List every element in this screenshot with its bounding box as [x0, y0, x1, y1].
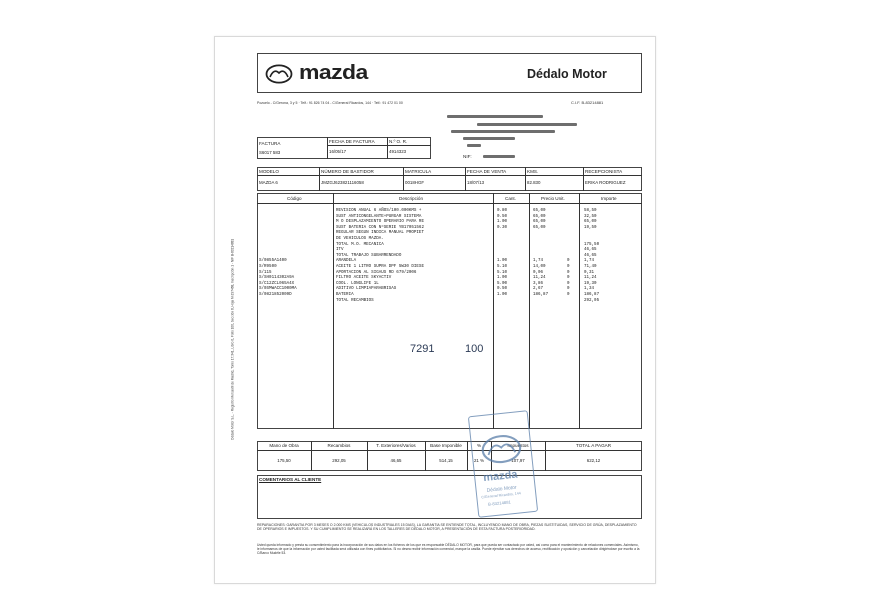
- row-cant: 0.80: [497, 209, 508, 213]
- row-importe: 1,74: [584, 259, 595, 264]
- recepcionista-value: ERIKA RODRIGUEZ: [585, 180, 626, 185]
- row-codigo: S/C12ZCL065A4X: [259, 281, 295, 286]
- totals-divider: [425, 441, 426, 471]
- handwritten-number: 100: [465, 343, 484, 355]
- fecha-factura-label: FECHA DE FACTURA: [329, 139, 375, 144]
- redacted-customer-line: [467, 144, 481, 147]
- row-descripcion: ARANDELA: [336, 259, 357, 264]
- row-descripcion: SUST ANTICONGELANTE+PURGAR SISTEMA: [336, 214, 422, 219]
- row-descripcion: ACEITE 1 LITRO SUPRA DPF 5W30 DIESE: [336, 265, 424, 269]
- stamp-line: B-83214881: [487, 499, 512, 507]
- row-importe: 19,30: [584, 281, 597, 286]
- factura-value: S6017 583: [259, 150, 281, 155]
- row-importe: 175,50: [584, 242, 600, 247]
- matricula-value: 0018HGF: [405, 180, 425, 185]
- row-descripcion: REGULAR SEGUN INDICA MANUAL PROPIET: [336, 231, 424, 236]
- row-dto: 0: [567, 270, 570, 275]
- handwritten-number: 7291: [410, 343, 435, 355]
- row-codigo: S/0SMWACC1000MA: [259, 287, 297, 292]
- row-importe: 186,87: [584, 293, 600, 297]
- row-importe: 46,65: [584, 253, 597, 258]
- totals-header: Mano de Obra: [269, 443, 299, 448]
- row-importe: 32,50: [584, 214, 597, 219]
- kms-value: 82.830: [527, 180, 541, 185]
- redacted-nif: [483, 155, 515, 158]
- row-descripcion: FILTRO ACEITE SKYACTIV: [336, 276, 392, 281]
- row-codigo: S/R9500: [259, 265, 277, 269]
- row-descripcion: DE VEHICULOS MAZDA.: [336, 237, 384, 241]
- row-importe: 292,05: [584, 298, 600, 303]
- row-descripcion: COOL. LONGLIFE 1L: [336, 281, 379, 286]
- mazda-emblem-icon: [479, 432, 524, 466]
- row-cant: 1.00: [497, 293, 508, 297]
- row-dto: 0: [567, 276, 570, 281]
- modelo-value: MAZDA 6: [259, 180, 278, 185]
- totals-divider: [467, 441, 468, 471]
- col-codigo-header: Código: [287, 196, 302, 201]
- kms-label: KMS.: [527, 169, 539, 174]
- row-cant: 5.00: [497, 281, 508, 286]
- row-codigo: S/0855A1400: [259, 259, 287, 264]
- dealer-stamp: [468, 410, 538, 518]
- mazda-emblem-icon: [265, 64, 293, 84]
- stamp-line: Dédalo Motor: [486, 484, 517, 494]
- dealer-cif: C.I.F. B-83214881: [571, 100, 604, 105]
- row-importe: 11,24: [584, 276, 597, 281]
- row-precio: 11,24: [533, 276, 546, 281]
- row-descripcion: ADITIVO LIMPIAPARABRISAS: [336, 287, 397, 292]
- totals-header: T. Exteriores/Varios: [376, 443, 416, 448]
- row-dto: 0: [567, 287, 570, 292]
- totals-header: Base Imponible: [430, 443, 462, 448]
- totals-divider: [545, 441, 546, 471]
- row-descripcion: APORTACION AL SIGAUS RD 679/2006: [336, 270, 417, 275]
- col-cant-header: Cant.: [505, 196, 516, 201]
- row-cant: 1.00: [497, 220, 508, 225]
- registry-side-text: Dédalo Motor S.L. - Registro Mercantil de Madrid, Tomo 17.341, Libro 0, Folio 100, Sección 8, Hoja M-297468, Inscripción 1 - NIF B-83214881: [230, 238, 235, 440]
- row-importe: 1,34: [584, 287, 595, 292]
- fecha-venta-value: 18/07/13: [467, 180, 485, 185]
- row-precio: 186,87: [533, 293, 549, 297]
- row-importe: 0,31: [584, 270, 595, 275]
- row-precio: 65,00: [533, 214, 546, 219]
- comments-label: COMENTARIOS AL CLIENTE: [259, 477, 322, 482]
- row-precio: 14,00: [533, 265, 546, 269]
- col-precio-header: Precio Unit.: [541, 196, 565, 201]
- totals-value: 46,65: [390, 458, 402, 463]
- totals-value: 292,05: [332, 458, 346, 463]
- recepcionista-label: RECEPCIONISTA: [585, 169, 623, 174]
- row-precio: 65,00: [533, 225, 546, 230]
- totals-value: 175,50: [277, 458, 291, 463]
- fecha-factura-value: 16/05/17: [329, 149, 347, 154]
- row-cant: 1.00: [497, 276, 508, 281]
- row-importe: 46,65: [584, 248, 597, 253]
- dealer-name: Dédalo Motor: [527, 67, 607, 81]
- dealer-address: Pozuelo - C/Gerona, 3 y 5 · Telf.: 91 826 74 04 - C/General Ricardos, 144 · Telf.: 91 472 01 00: [257, 101, 403, 105]
- totals-header: Recambios: [327, 443, 351, 448]
- warranty-text: REPARACIONES: GARANTIA POR 3 MESES O 2.000 KMS (VEHICULOS INDUSTRIALES 15 DIAS). LA GARANTIA SE ENTIENDE TOTAL, INCLUYENDO MANO DE OBRA, PIEZAS SUSTITUIDAS, SERVICIO DE GRÚA, DESPLAZAMIENTO DE OPERARIOS E IMPUESTOS. Y SU CUMPLIMIENTO SE REALIZARÁ EN LOS TALLERES DE DÉDALO MOTOR, A PRESENTACIÓN DE ESTA FACTURA POSTERIORIDAD.: [257, 523, 637, 532]
- row-descripcion: TOTAL M.O. MECANICA: [336, 242, 384, 247]
- totals-header: %: [476, 443, 482, 448]
- modelo-label: MODELO: [259, 169, 279, 174]
- stamp-line: C/General Ricardos, 144: [481, 491, 521, 500]
- row-dto: 0: [567, 265, 570, 269]
- row-descripcion: M O DESPLAZAMIENTO OPERARIO PARA RE: [336, 220, 424, 225]
- totals-value: 107,97: [511, 458, 525, 463]
- totals-value: 622,12: [586, 458, 601, 463]
- row-cant: 5.10: [497, 265, 508, 269]
- row-importe: 71,40: [584, 265, 597, 269]
- row-importe: 19,50: [584, 225, 597, 230]
- row-descripcion: REVISION ANUAL 6 AÑOS/100.000KMS +: [336, 209, 422, 213]
- row-importe: 58,50: [584, 209, 597, 213]
- totals-header: Impuestos: [507, 443, 529, 448]
- row-cant: 5.10: [497, 270, 508, 275]
- bastidor-label: NÚMERO DE BASTIDOR: [321, 169, 374, 174]
- row-importe: 65,00: [584, 220, 597, 225]
- row-cant: 0.50: [497, 214, 508, 219]
- privacy-text: Usted queda informado y presta su consentimiento para la incorporación de sus datos en los ficheros de los que es responsable DÉDALO MOTOR, para que pueda ser contactado por usted, así como para el mantenimiento de relaciones comerciales. Asimismo, le informamos de que la información por usted facilitada será utilizada con fines publicitarios. Si no desea recibir información comercial, marque la casilla. Puede ejercitar sus derechos de acceso, rectificación y oposición y cancelación dirigiéndose por escrito a la C/Barco Mudéle 53.: [257, 543, 640, 556]
- totals-divider: [367, 441, 368, 471]
- row-codigo: S/SH0114302A9A: [259, 276, 295, 281]
- totals-header: TOTAL A PAGAR: [575, 443, 612, 448]
- col-importe-header: Importe: [601, 196, 617, 201]
- factura-label: FACTURA: [259, 141, 281, 146]
- stamp-brand: mazda: [482, 468, 519, 485]
- row-precio: 65,00: [533, 220, 546, 225]
- row-precio: 1,74: [533, 259, 544, 264]
- row-precio: 2,67: [533, 287, 544, 292]
- redacted-customer-line: [463, 137, 515, 140]
- totals-value: 514,15: [439, 458, 453, 463]
- row-codigo: S/0821852009D: [259, 293, 292, 297]
- row-codigo: S/115: [259, 270, 272, 275]
- row-precio: 0,06: [533, 270, 544, 275]
- bastidor-value: JMZGJ623821116058: [321, 180, 364, 185]
- row-dto: 0: [567, 293, 570, 297]
- row-cant: 1.00: [497, 259, 508, 264]
- row-cant: 0.30: [497, 225, 508, 230]
- totals-divider: [311, 441, 312, 471]
- invoice-page: [214, 36, 656, 584]
- row-descripcion: TOTAL TRABAJO SUBARRENDADO: [336, 253, 402, 258]
- nif-label: NIF:: [463, 154, 472, 159]
- redacted-customer-line: [451, 130, 555, 133]
- row-cant: 0.50: [497, 287, 508, 292]
- or-label: N.º O. R.: [389, 139, 408, 144]
- matricula-label: MATRICULA: [405, 169, 432, 174]
- brand-wordmark: mazda: [299, 62, 368, 84]
- row-precio: 65,00: [533, 209, 546, 213]
- mazda-logo: [265, 62, 368, 85]
- row-precio: 3,86: [533, 281, 544, 286]
- redacted-customer-name: [447, 115, 543, 118]
- row-descripcion: TOTAL RECAMBIOS: [336, 298, 374, 303]
- row-dto: 0: [567, 259, 570, 264]
- col-descripcion-header: Descripción: [399, 196, 423, 201]
- fecha-venta-label: FECHA DE VENTA: [467, 169, 507, 174]
- row-descripcion: BATERIA: [336, 293, 354, 297]
- row-descripcion: SUST BATERIA CON NºSERIE YB17051562: [336, 225, 424, 230]
- row-descripcion: ITV: [336, 248, 344, 253]
- redacted-customer-line: [477, 123, 577, 126]
- or-value: 4914323: [389, 149, 407, 154]
- row-dto: 0: [567, 281, 570, 286]
- totals-value: 21 %: [473, 458, 484, 463]
